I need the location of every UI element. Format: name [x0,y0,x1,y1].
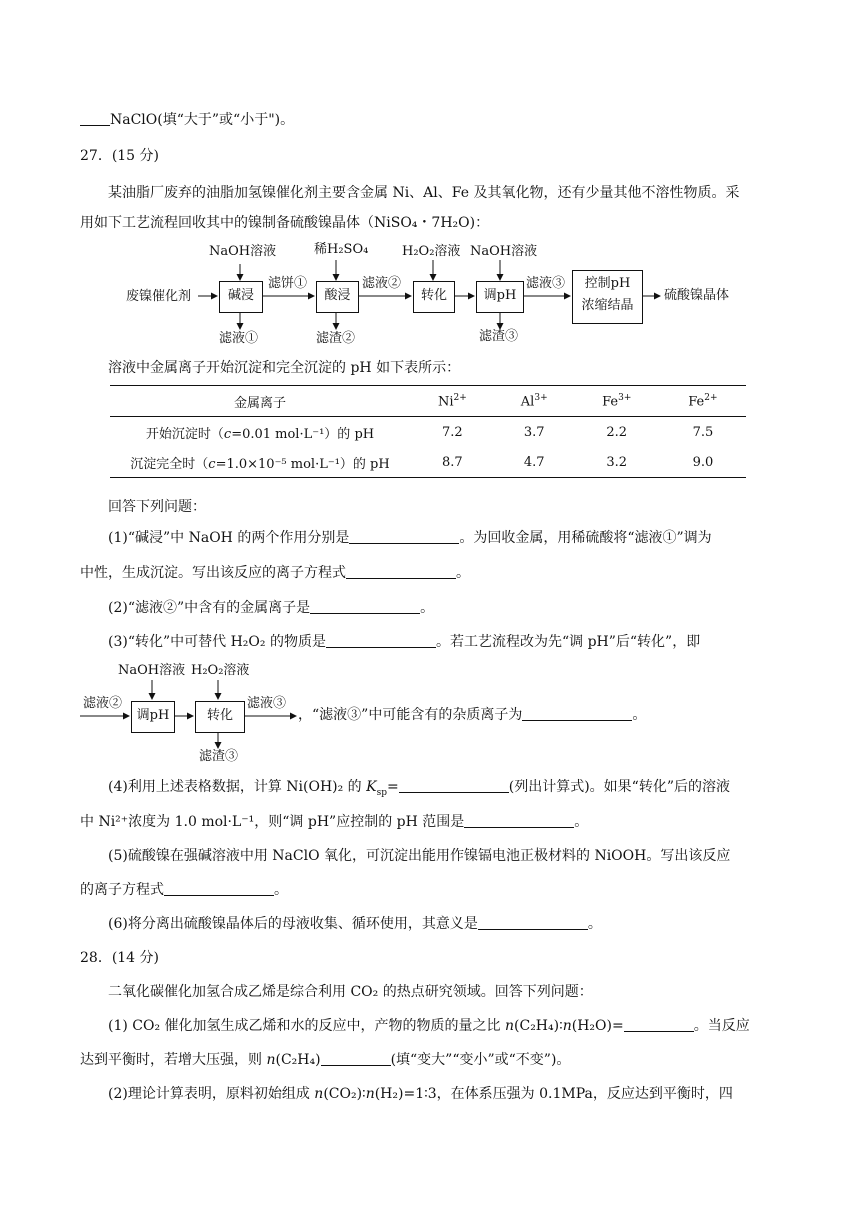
header-metal-ion: 金属离子 [233,395,286,411]
cell: 7.5 [692,424,714,440]
question-27-header: 27．(15 分) [80,148,160,164]
q28-intro: 二氧化碳催化加氢合成乙烯是综合利用 CO₂ 的热点研究领域。回答下列问题： [108,984,593,1000]
flow-box-adjust-ph: 调pH [476,281,524,313]
answer-blank[interactable] [399,778,509,793]
alt-box-convert: 转化 [195,701,245,733]
cell: 7.2 [442,424,463,440]
answer-blank[interactable] [464,813,574,828]
header-ni: $Ni^{2+}$ [437,392,467,410]
header-al: $Al^{3+}$ [520,392,548,410]
q27-part4-line2: 中 Ni²⁺浓度为 1.0 mol·L⁻¹，则“调 pH”应控制的 pH 范围是 。 [80,814,589,830]
alt-box-adjust-ph: 调pH [131,701,175,733]
q28-part1-line2: 达到平衡时，若增大压强，则 n(C₂H₄) (填“变大”“变小”或“不变”)。 [80,1052,571,1068]
header-fe2: $Fe^{2+}$ [688,392,718,410]
question-28-header: 28．(14 分) [80,950,160,966]
header-fe3: $Fe^{3+}$ [602,392,632,410]
cell: 4.7 [523,454,545,470]
row-label-complete: 沉淀完全时（c=1.0×10⁻⁵ mol·L⁻¹）的 pH [130,456,390,472]
q27-part4-line1: (4)利用上述表格数据，计算 Ni(OH)₂ 的 $K_{sp}=$ (列出计算式)。如果“转化”后的溶液 [108,779,730,798]
input-naoh-1: NaOH溶液 [209,244,277,259]
alt-flow-input: 滤液② [83,696,123,711]
q27-intro-line1: 某油脂厂废弃的油脂加氢镍催化剂主要含金属 Ni、Al、Fe 及其氧化物，还有少量其他不溶性物质。采 [108,185,740,201]
alt-input-h2o2: H₂O₂溶液 [191,663,250,678]
arrow-label-filtrate-2: 滤液② [362,276,402,291]
continuation-line: NaClO(填“大于”或“小于")。 [80,110,294,130]
answer-prompt: 回答下列问题： [108,499,206,515]
q27-part1-line2: 中性，生成沉淀。写出该反应的离子方程式 。 [80,565,470,581]
q27-part1-line1: (1)“碱浸”中 NaOH 的两个作用分别是 。为回收金属，用稀硫酸将“滤液①”调为 [108,530,712,546]
q27-part5-line2: 的离子方程式 。 [80,882,288,898]
input-naoh-2: NaOH溶液 [470,244,538,259]
arrow-label-filter-cake-1: 滤饼① [268,276,308,291]
alt-flow-residue: 滤渣③ [199,749,239,764]
cell: 3.2 [606,454,628,470]
flow-start-label: 废镍催化剂 [126,289,192,304]
table-intro: 溶液中金属离子开始沉淀和完全沉淀的 pH 如下表所示： [108,360,461,376]
row-label-start: 开始沉淀时（c=0.01 mol·L⁻¹）的 pH [145,426,375,442]
q28-part1-line1: (1) CO₂ 催化加氢生成乙烯和水的反应中，产物的物质的量之比 n(C₂H₄)∶n(H₂O)= 。当反应 [108,1018,750,1034]
answer-blank[interactable] [624,1017,694,1032]
answer-blank[interactable] [164,881,274,896]
q27-part5-line1: (5)硫酸镍在强碱溶液中用 NaClO 氧化，可沉淀出能用作镍镉电池正极材料的 NiOOH。写出该反应 [108,848,731,864]
cell: 8.7 [442,454,463,470]
cell: 9.0 [692,454,714,470]
flow-box-acid-leach: 酸浸 [316,281,359,313]
input-h2o2: H₂O₂溶液 [402,244,461,259]
q27-part3-line2: ，“滤液③”中可能含有的杂质离子为 。 [298,707,647,723]
crystallize-line1: 控制pH [584,276,631,291]
crystallize-line2: 浓缩结晶 [581,298,634,313]
answer-blank[interactable] [321,1051,391,1066]
output-filtrate-1: 滤液① [219,331,259,346]
answer-blank[interactable] [522,706,632,721]
flow-box-convert: 转化 [413,281,455,313]
arrow-label-filtrate-3: 滤液③ [526,276,566,291]
flow-box-alkali-leach: 碱浸 [219,281,263,313]
cell: 3.7 [523,424,545,440]
q27-intro-line2: 用如下工艺流程回收其中的镍制备硫酸镍晶体（NiSO₄・7H₂O)： [80,215,490,231]
alt-input-naoh: NaOH溶液 [118,663,186,678]
q27-part6: (6)将分离出硫酸镍晶体后的母液收集、循环使用，其意义是 。 [108,916,602,932]
q27-part3-line1: (3)“转化”中可替代 H₂O₂ 的物质是 。若工艺流程改为先“调 pH”后“转化”，即 [108,634,701,650]
cell: 2.2 [606,424,628,440]
flow-product-label: 硫酸镍晶体 [664,288,730,303]
q27-part2: (2)“滤液②”中含有的金属离子是 。 [108,600,435,616]
output-residue-2: 滤渣② [316,331,356,346]
answer-blank[interactable] [478,915,588,930]
q28-part2-line1: (2)理论计算表明，原料初始组成 n(CO₂)∶n(H₂)=1∶3，在体系压强为 0.1MPa，反应达到平衡时，四 [108,1086,733,1102]
input-dilute-h2so4: 稀H₂SO₄ [314,242,369,257]
alt-flow-output: 滤液③ [247,696,287,711]
output-residue-3: 滤渣③ [479,329,519,344]
